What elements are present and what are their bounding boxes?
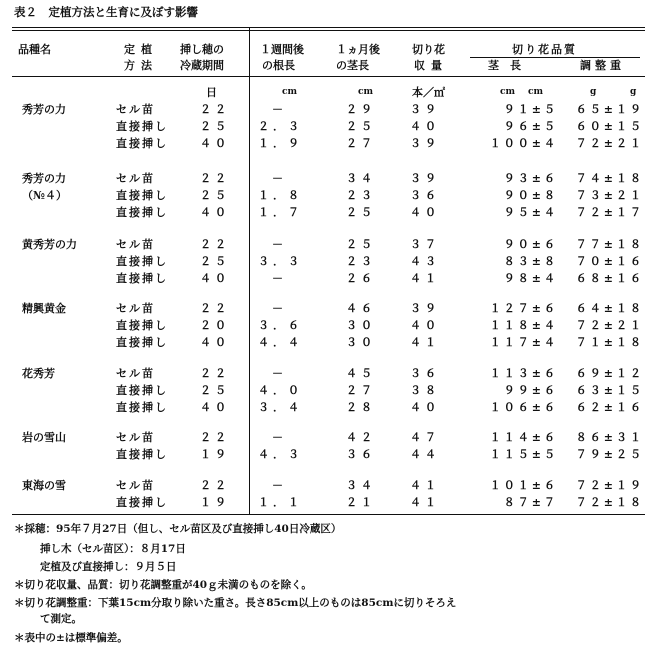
root-cell: ４．３: [258, 448, 303, 461]
method-cell: 直接挿し: [116, 401, 168, 414]
stem-cell: ２８: [346, 401, 376, 414]
cold-cell: ２２: [200, 103, 230, 116]
length-cell: １１３±６: [489, 367, 558, 380]
method-cell: 直接挿し: [116, 384, 168, 397]
yield-cell: ４０: [410, 206, 440, 219]
weight-cell: ６５±１９: [575, 103, 644, 116]
method-cell: 直接挿し: [116, 496, 168, 509]
method-cell: 直接挿し: [116, 336, 168, 349]
stem-cell: ３４: [346, 172, 376, 185]
weight-cell: ７７±１８: [575, 238, 644, 251]
header-cold-1: 挿し穂の: [180, 43, 224, 56]
cold-cell: ４０: [200, 137, 230, 150]
unit-weight-b: g: [630, 87, 637, 97]
root-cell: －: [272, 479, 283, 492]
yield-cell: ４７: [410, 431, 440, 444]
cold-cell: ２２: [200, 479, 230, 492]
yield-cell: ３６: [410, 189, 440, 202]
weight-cell: ７２±２１: [575, 137, 644, 150]
unit-weight-a: g: [590, 87, 597, 97]
weight-cell: ６２±１６: [575, 401, 644, 414]
root-cell: －: [272, 272, 283, 285]
cultivar-name: 花秀芳: [22, 367, 55, 380]
yield-cell: ４０: [410, 120, 440, 133]
root-cell: －: [272, 238, 283, 251]
method-cell: 直接挿し: [116, 448, 168, 461]
length-cell: ９０±６: [503, 238, 558, 251]
length-cell: １０６±６: [489, 401, 558, 414]
length-cell: １１５±５: [489, 448, 558, 461]
weight-cell: ７０±１６: [575, 255, 644, 268]
header-rule: [12, 76, 645, 77]
weight-cell: ６４±１８: [575, 302, 644, 315]
length-cell: １００±４: [489, 137, 558, 150]
note-line: ＊切り花収量、品質：切り花調整重が40ｇ未満のものを除く。: [14, 579, 312, 591]
header-method-1: 定植: [124, 43, 158, 56]
yield-cell: ４１: [410, 272, 440, 285]
length-cell: ８７±７: [503, 496, 558, 509]
method-cell: 直接挿し: [116, 189, 168, 202]
header-yield-1: 切り花: [412, 43, 445, 56]
root-cell: １．１: [258, 496, 303, 509]
header-method-2: 方法: [124, 59, 158, 72]
root-cell: －: [272, 172, 283, 185]
yield-cell: ３９: [410, 103, 440, 116]
root-cell: ３．６: [258, 319, 303, 332]
header-stem-2: の茎長: [336, 59, 369, 72]
method-cell: 直接挿し: [116, 206, 168, 219]
cultivar-name: 精興黄金: [22, 302, 66, 315]
stem-cell: ４５: [346, 367, 376, 380]
method-cell: セル苗: [116, 238, 155, 251]
cold-cell: ２５: [200, 189, 230, 202]
weight-cell: ８６±３１: [575, 431, 644, 444]
yield-cell: ３９: [410, 302, 440, 315]
yield-cell: ４１: [410, 479, 440, 492]
method-cell: 直接挿し: [116, 255, 168, 268]
length-cell: １１７±４: [489, 336, 558, 349]
stem-cell: ２５: [346, 206, 376, 219]
yield-cell: ３６: [410, 367, 440, 380]
yield-cell: ４１: [410, 496, 440, 509]
unit-yield: 本／㎡: [412, 86, 445, 99]
table-title: 表２ 定植方法と生育に及ぼす影響: [14, 5, 198, 19]
header-stem-1: １ヵ月後: [336, 43, 380, 56]
stem-cell: ４２: [346, 431, 376, 444]
weight-cell: ７２±１７: [575, 206, 644, 219]
note-line: ＊表中の±は標準偏差。: [14, 632, 128, 644]
weight-cell: ７３±２１: [575, 189, 644, 202]
note-line: 定植及び直接挿し：９月５日: [40, 561, 177, 573]
root-cell: ３．４: [258, 401, 303, 414]
stem-cell: ３０: [346, 336, 376, 349]
stem-cell: ４６: [346, 302, 376, 315]
cultivar-name: （№４）: [22, 189, 67, 202]
header-cold-2: 冷蔵期間: [180, 59, 224, 72]
cold-cell: ４０: [200, 336, 230, 349]
stem-cell: ３６: [346, 448, 376, 461]
method-cell: 直接挿し: [116, 319, 168, 332]
weight-cell: ７２±２１: [575, 319, 644, 332]
yield-cell: ４４: [410, 448, 440, 461]
method-cell: 直接挿し: [116, 137, 168, 150]
root-cell: －: [272, 367, 283, 380]
length-cell: １１８±４: [489, 319, 558, 332]
method-cell: 直接挿し: [116, 120, 168, 133]
length-cell: ９８±４: [503, 272, 558, 285]
stem-cell: ２６: [346, 272, 376, 285]
root-cell: １．８: [258, 189, 303, 202]
length-cell: ８３±８: [503, 255, 558, 268]
cold-cell: １９: [200, 496, 230, 509]
unit-cold: 日: [206, 86, 217, 99]
cold-cell: ２２: [200, 238, 230, 251]
yield-cell: ４０: [410, 401, 440, 414]
yield-cell: ４０: [410, 319, 440, 332]
yield-cell: ３９: [410, 172, 440, 185]
unit-root: cm: [282, 87, 298, 97]
root-cell: －: [272, 103, 283, 116]
header-root-2: の根長: [262, 59, 295, 72]
method-cell: セル苗: [116, 172, 155, 185]
stem-cell: ２１: [346, 496, 376, 509]
stem-cell: ３０: [346, 319, 376, 332]
stem-cell: ２７: [346, 384, 376, 397]
length-cell: ９３±６: [503, 172, 558, 185]
header-yield-2: 収量: [414, 59, 448, 72]
stem-cell: ２７: [346, 137, 376, 150]
cold-cell: ２２: [200, 172, 230, 185]
method-cell: セル苗: [116, 431, 155, 444]
cold-cell: ２２: [200, 431, 230, 444]
cultivar-name: 東海の雪: [22, 479, 66, 492]
root-cell: １．７: [258, 206, 303, 219]
vertical-rule: [249, 28, 250, 514]
length-cell: １１４±６: [489, 431, 558, 444]
cultivar-name: 黄秀芳の力: [22, 238, 77, 251]
root-cell: ２．３: [258, 120, 303, 133]
yield-cell: ３９: [410, 137, 440, 150]
note-line: ＊切り花調整重：下葉15cm分取り除いた重さ。長さ85cm以上のものは85cmに切りそろえ: [14, 597, 457, 609]
cultivar-name: 秀芳の力: [22, 103, 66, 116]
unit-stem: cm: [358, 87, 374, 97]
root-cell: －: [272, 431, 283, 444]
header-quality-length: 茎 長: [488, 59, 521, 72]
weight-cell: ７１±１８: [575, 336, 644, 349]
length-cell: ９０±８: [503, 189, 558, 202]
cold-cell: ２２: [200, 302, 230, 315]
unit-length-a: cm: [500, 87, 516, 97]
cold-cell: ４０: [200, 206, 230, 219]
cold-cell: ４０: [200, 401, 230, 414]
method-cell: 直接挿し: [116, 272, 168, 285]
note-line: 挿し木（セル苗区）：８月17日: [40, 543, 186, 555]
weight-cell: ７４±１８: [575, 172, 644, 185]
header-quality-weight: 調整重: [580, 59, 625, 72]
cold-cell: ４０: [200, 272, 230, 285]
weight-cell: ６３±１５: [575, 384, 644, 397]
length-cell: １２７±６: [489, 302, 558, 315]
weight-cell: ６０±１５: [575, 120, 644, 133]
yield-cell: ３７: [410, 238, 440, 251]
quality-underline: [470, 57, 640, 58]
cultivar-name: 岩の雪山: [22, 431, 66, 444]
bottom-rule: [12, 514, 645, 515]
top-rule-2: [12, 30, 645, 31]
root-cell: －: [272, 302, 283, 315]
root-cell: ４．４: [258, 336, 303, 349]
weight-cell: ６９±１２: [575, 367, 644, 380]
length-cell: １０１±６: [489, 479, 558, 492]
cold-cell: ２０: [200, 319, 230, 332]
top-rule-1: [12, 27, 645, 28]
cold-cell: ２５: [200, 120, 230, 133]
weight-cell: ７２±１８: [575, 496, 644, 509]
weight-cell: ７２±１９: [575, 479, 644, 492]
method-cell: セル苗: [116, 103, 155, 116]
root-cell: １．９: [258, 137, 303, 150]
stem-cell: ２３: [346, 189, 376, 202]
unit-length-b: cm: [528, 87, 544, 97]
weight-cell: ６８±１６: [575, 272, 644, 285]
method-cell: セル苗: [116, 479, 155, 492]
length-cell: ９１±５: [503, 103, 558, 116]
length-cell: ９６±５: [503, 120, 558, 133]
note-line: て測定。: [40, 613, 82, 625]
root-cell: ３．３: [258, 255, 303, 268]
header-quality: 切り花品質: [512, 43, 577, 56]
yield-cell: ４３: [410, 255, 440, 268]
yield-cell: ４１: [410, 336, 440, 349]
cold-cell: １９: [200, 448, 230, 461]
length-cell: ９９±６: [503, 384, 558, 397]
stem-cell: ２５: [346, 238, 376, 251]
method-cell: セル苗: [116, 367, 155, 380]
header-cultivar: 品種名: [18, 43, 51, 56]
stem-cell: ２９: [346, 103, 376, 116]
cold-cell: ２５: [200, 255, 230, 268]
method-cell: セル苗: [116, 302, 155, 315]
cold-cell: ２２: [200, 367, 230, 380]
stem-cell: ２３: [346, 255, 376, 268]
length-cell: ９５±４: [503, 206, 558, 219]
header-root-1: １週間後: [260, 43, 304, 56]
yield-cell: ３８: [410, 384, 440, 397]
note-line: ＊採穂：95年７月27日（但し、セル苗区及び直接挿し40日冷蔵区）: [14, 523, 342, 535]
stem-cell: ２５: [346, 120, 376, 133]
root-cell: ４．０: [258, 384, 303, 397]
weight-cell: ７９±２５: [575, 448, 644, 461]
cold-cell: ２５: [200, 384, 230, 397]
cultivar-name: 秀芳の力: [22, 172, 66, 185]
stem-cell: ３４: [346, 479, 376, 492]
